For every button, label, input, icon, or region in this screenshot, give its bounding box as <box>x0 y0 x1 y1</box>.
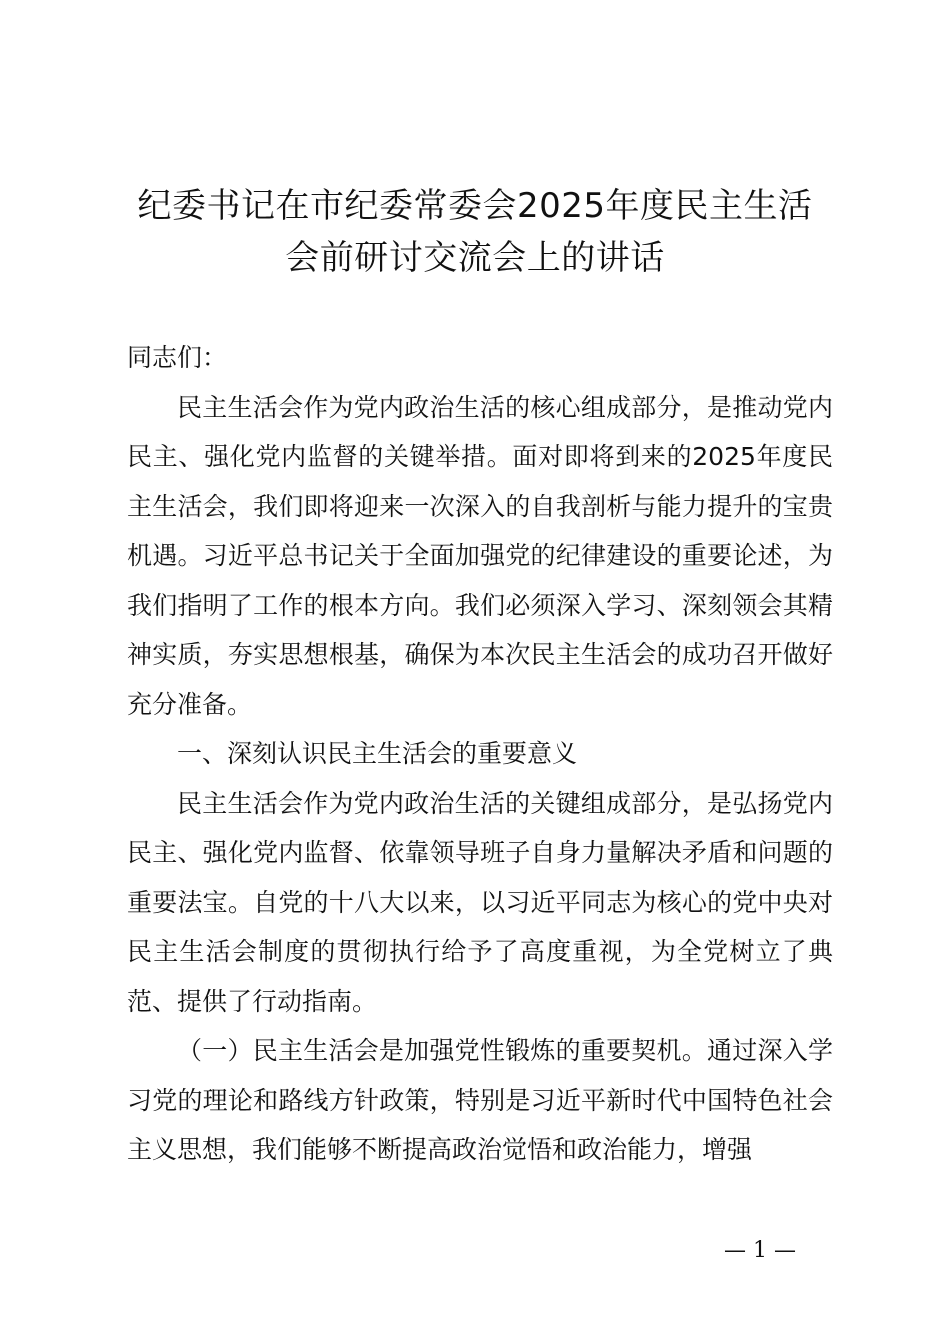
paragraph-subsection-1: （一）民主生活会是加强党性锻炼的重要契机。通过深入学习党的理论和路线方针政策，特别是习近平新时代中国特色社会主义思想，我们能够不断提高政治觉悟和政治能力，增强 <box>127 1036 833 1164</box>
paragraph-intro: 民主生活会作为党内政治生活的核心组成部分，是推动党内民主、强化党内监督的关键举措。面对即将到来的2025年度民主生活会，我们即将迎来一次深入的自我剖析与能力提升的宝贵机遇。习近平总书记关于全面加强党的纪律建设的重要论述，为我们指明了工作的根本方向。我们必须深入学习、深刻领会其精神实质，夯实思想根基，确保为本次民主生活会的成功召开做好充分准备。 <box>127 392 833 719</box>
salutation: 同志们： <box>127 343 228 372</box>
paragraph-section-1: 民主生活会作为党内政治生活的关键组成部分，是弘扬党内民主、强化党内监督、依靠领导班子自身力量解决矛盾和问题的重要法宝。自党的十八大以来，以习近平同志为核心的党中央对民主生活会制度的贯彻执行给予了高度重视，为全党树立了典范、提供了行动指南。 <box>127 788 833 1016</box>
title-line-1: 纪委书记在市纪委常委会2025年度民主生活 <box>137 186 813 226</box>
document-title <box>0 180 950 284</box>
title-line-2: 会前研讨交流会上的讲话 <box>285 238 665 278</box>
document-body <box>127 333 833 1175</box>
page-number: — 1 — <box>724 1238 796 1263</box>
section-heading-1: 一、深刻认识民主生活会的重要意义 <box>177 739 578 768</box>
